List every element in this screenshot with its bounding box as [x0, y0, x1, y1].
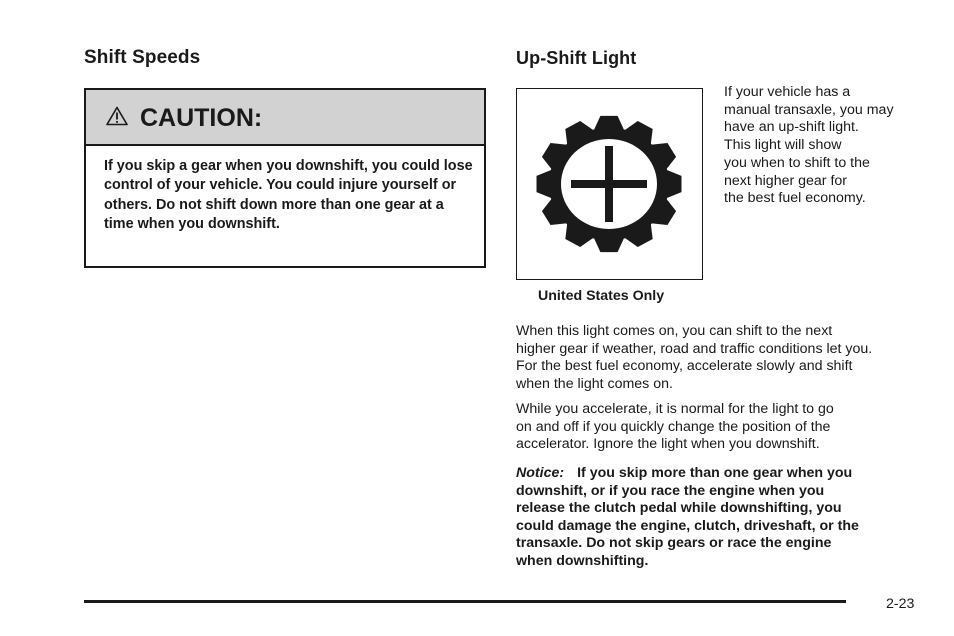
upshift-light-gear-plus-icon — [529, 109, 689, 259]
notice-line: transaxle. Do not skip gears or race the engine — [516, 535, 832, 552]
caution-header — [86, 90, 484, 146]
caution-body: If you skip a gear when you downshift, you could lose control of your vehicle. You could injure yourself or others. Do not shift down more than one gear at a time when you downshift. — [104, 158, 473, 233]
notice-label: Notice: — [516, 465, 565, 481]
side-text-line: This light will show — [724, 137, 842, 154]
paragraph-while-accelerating — [516, 401, 926, 454]
figure-caption: United States Only — [538, 288, 665, 304]
paragraph-line: While you accelerate, it is normal for the light to go — [516, 401, 834, 417]
page-number: 2-23 — [886, 596, 915, 612]
upshift-light-figure — [516, 88, 703, 280]
warning-triangle-icon — [106, 106, 128, 126]
paragraph-light-comes-on — [516, 323, 926, 393]
notice-line: could damage the engine, clutch, driveshaft, or the — [516, 517, 859, 534]
footer-rule — [84, 600, 846, 603]
notice-line: when downshifting. — [516, 552, 649, 569]
side-text-line: have an up-shift light. — [724, 119, 859, 136]
side-text-line: the best fuel economy. — [724, 190, 866, 207]
side-text — [724, 84, 934, 208]
notice-line: release the clutch pedal while downshifting, you — [516, 500, 842, 517]
notice-line: Notice: If you skip more than one gear when you — [516, 465, 853, 481]
caution-box — [84, 88, 486, 268]
paragraph-line: When this light comes on, you can shift to the next — [516, 323, 833, 339]
side-text-line: next higher gear for — [724, 172, 848, 189]
notice-paragraph — [516, 465, 926, 571]
side-text-line: If your vehicle has a — [724, 84, 851, 100]
paragraph-line: accelerator. Ignore the light when you downshift. — [516, 436, 820, 453]
paragraph-line: higher gear if weather, road and traffic conditions let you. — [516, 340, 873, 357]
paragraph-line: For the best fuel economy, accelerate slowly and shift — [516, 358, 853, 375]
section-heading-up-shift-light: Up-Shift Light — [516, 48, 637, 68]
paragraph-line: when the light comes on. — [516, 375, 673, 392]
section-heading-shift-speeds: Shift Speeds — [84, 47, 201, 68]
side-text-line: manual transaxle, you may — [724, 101, 894, 118]
notice-line: downshift, or if you race the engine when you — [516, 482, 825, 499]
side-text-line: you when to shift to the — [724, 154, 870, 171]
paragraph-line: on and off if you quickly change the position of the — [516, 418, 831, 435]
caution-title: CAUTION: — [140, 104, 263, 132]
